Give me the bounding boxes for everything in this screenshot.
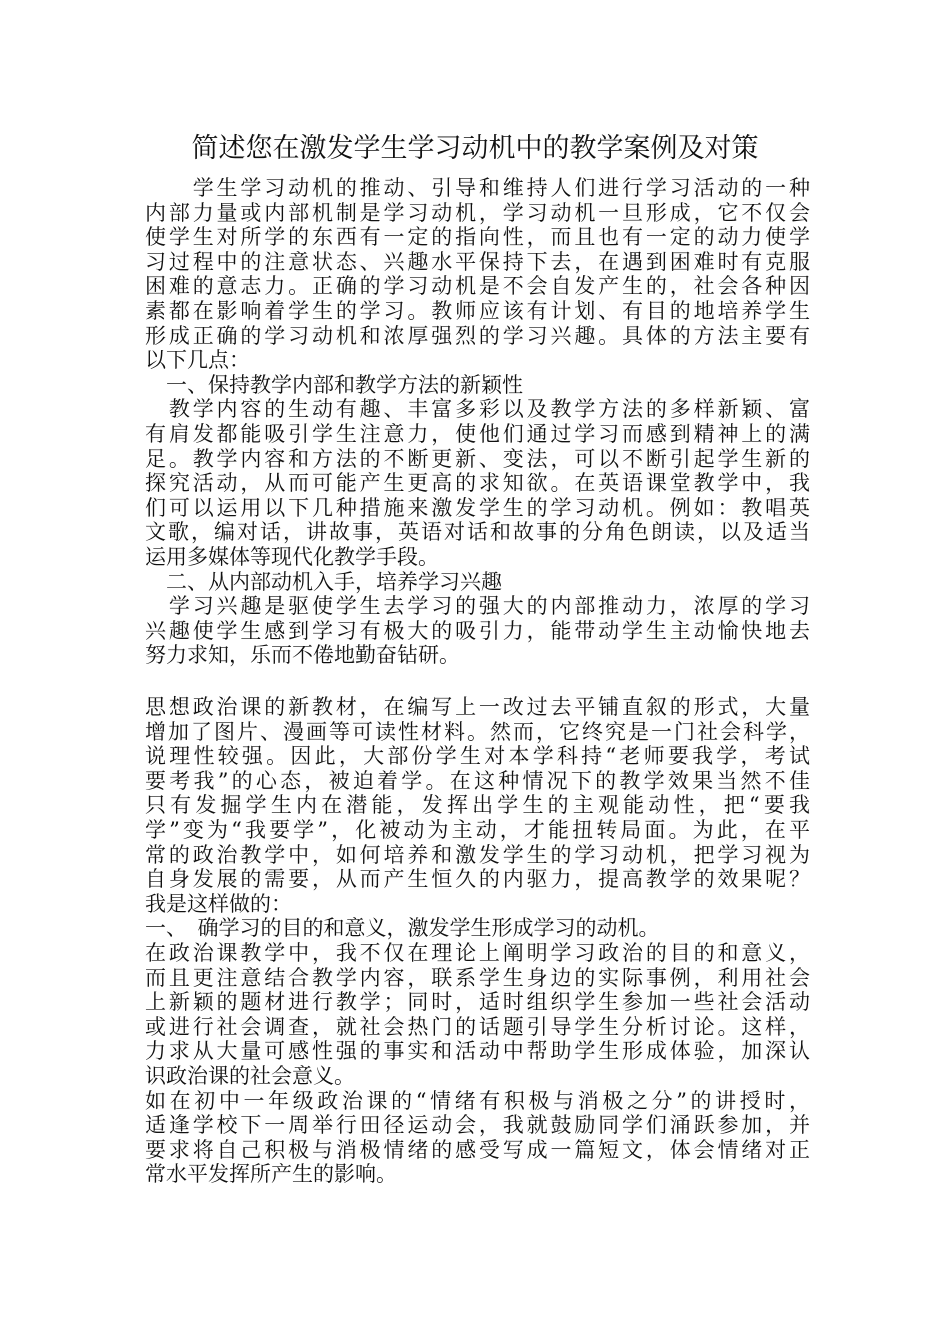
section-a-line: 文歌，编对话，讲故事，英语对话和故事的分角色朗读，以及适当 bbox=[145, 520, 810, 545]
section-a-text bbox=[145, 176, 810, 668]
section-a-line: 努力求知，乐而不倦地勤奋钻研。 bbox=[145, 643, 460, 668]
section-a-line: 运用多媒体等现代化教学手段。 bbox=[145, 544, 439, 569]
section-a-line: 二、从内部动机入手，培养学习兴趣 bbox=[145, 569, 502, 594]
section-b-line: 上新颖的题材进行教学；同时，适时组织学生参加一些社会活动 bbox=[145, 990, 810, 1015]
section-b-line: 学”变为“我要学”，化被动为主动，才能扭转局面。为此，在平 bbox=[145, 817, 810, 842]
section-b-line: 常的政治教学中，如何培养和激发学生的学习动机，把学习视为 bbox=[145, 842, 810, 867]
section-b-line: 只有发掘学生内在潜能，发挥出学生的主观能动性，把“要我 bbox=[145, 793, 810, 818]
section-b-line: 说理性较强。因此，大部份学生对本学科持“老师要我学，考试 bbox=[145, 744, 810, 769]
section-a-line: 内部力量或内部机制是学习动机，学习动机一旦形成，它不仅会 bbox=[145, 200, 810, 225]
section-b-line: 而且更注意结合教学内容，联系学生身边的实际事例，利用社会 bbox=[145, 965, 810, 990]
section-a-line: 探究活动，从而可能产生更高的求知欲。在英语课堂教学中，我 bbox=[145, 471, 810, 496]
section-a-line: 一、保持教学内部和教学方法的新颖性 bbox=[145, 372, 523, 397]
section-b-line: 一、 确学习的目的和意义，激发学生形成学习的动机。 bbox=[145, 916, 660, 941]
section-a-line: 以下几点： bbox=[145, 348, 250, 373]
section-a-line: 足。教学内容和方法的不断更新、变法，可以不断引起学生新的 bbox=[145, 446, 810, 471]
document-title: 简述您在激发学生学习动机中的教学案例及对策 bbox=[191, 133, 759, 164]
section-b-line: 在政治课教学中，我不仅在理论上阐明学习政治的目的和意义， bbox=[145, 940, 810, 965]
section-b-line: 常水平发挥所产生的影响。 bbox=[145, 1162, 397, 1187]
section-a-line: 使学生对所学的东西有一定的指向性，而且也有一定的动力使学 bbox=[145, 225, 810, 250]
section-b-line: 力求从大量可感性强的事实和活动中帮助学生形成体验，加深认 bbox=[145, 1039, 810, 1064]
section-b-line: 如在初中一年级政治课的“情绪有积极与消极之分”的讲授时， bbox=[145, 1088, 810, 1113]
section-a-line: 有肩发都能吸引学生注意力，使他们通过学习而感到精神上的满 bbox=[145, 421, 810, 446]
section-b-line: 自身发展的需要，从而产生恒久的内驱力，提高教学的效果呢？ bbox=[145, 867, 810, 892]
section-b-line: 思想政治课的新教材，在编写上一改过去平铺直叙的形式，大量 bbox=[145, 695, 810, 719]
section-a-line: 素都在影响着学生的学习。教师应该有计划、有目的地培养学生 bbox=[145, 298, 810, 323]
section-b-line: 要求将自己积极与消极情绪的感受写成一篇短文，体会情绪对正 bbox=[145, 1137, 810, 1162]
section-a-line: 形成正确的学习动机和浓厚强烈的学习兴趣。具体的方法主要有 bbox=[145, 323, 810, 348]
section-a-line: 兴趣使学生感到学习有极大的吸引力，能带动学生主动愉快地去 bbox=[145, 618, 810, 643]
section-b-line: 或进行社会调查，就社会热门的话题引导学生分析讨论。这样， bbox=[145, 1014, 810, 1039]
section-b-text bbox=[145, 695, 810, 1187]
section-a-line: 教学内容的生动有趣、丰富多彩以及教学方法的多样新颖、富 bbox=[145, 397, 810, 422]
section-a-line: 学生学习动机的推动、引导和维持人们进行学习活动的一种 bbox=[145, 176, 810, 200]
section-b-line: 要考我”的心态，被迫着学。在这种情况下的教学效果当然不佳 bbox=[145, 768, 810, 793]
section-a-line: 学习兴趣是驱使学生去学习的强大的内部推动力，浓厚的学习 bbox=[145, 594, 810, 619]
section-b-line: 适逢学校下一周举行田径运动会，我就鼓励同学们涌跃参加，并 bbox=[145, 1113, 810, 1138]
section-a-line: 习过程中的注意状态、兴趣水平保持下去，在遇到困难时有克服 bbox=[145, 249, 810, 274]
section-b-line: 增加了图片、漫画等可读性材料。然而，它终究是一门社会科学， bbox=[145, 719, 810, 744]
section-b-line: 我是这样做的： bbox=[145, 891, 292, 916]
section-a-line: 们可以运用以下几种措施来激发学生的学习动机。例如：教唱英 bbox=[145, 495, 810, 520]
section-b-line: 识政治课的社会意义。 bbox=[145, 1063, 355, 1088]
section-a-line: 困难的意志力。正确的学习动机是不会自发产生的，社会各种因 bbox=[145, 274, 810, 299]
